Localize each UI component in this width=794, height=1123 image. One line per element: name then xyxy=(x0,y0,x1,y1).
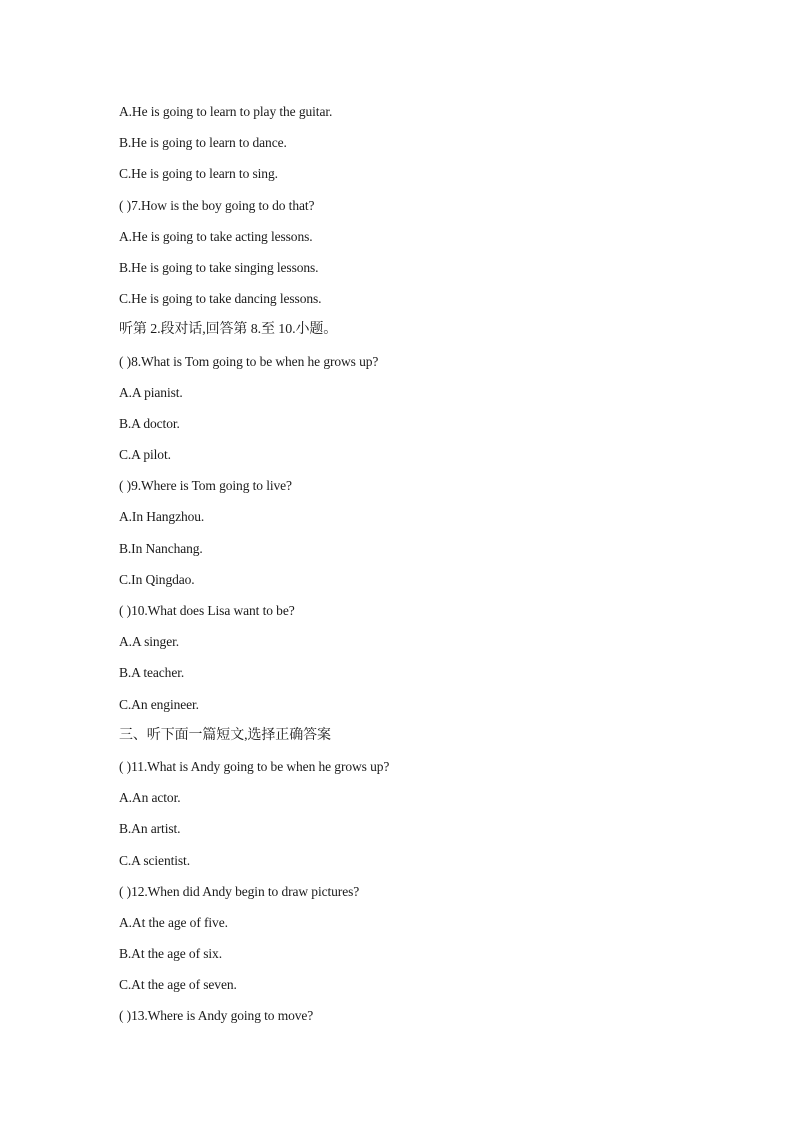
line-option-10b: B.A teacher. xyxy=(119,665,185,681)
question-11: ( )11.What is Andy going to be when he grows up? xyxy=(119,758,390,774)
question-10: ( )10.What does Lisa want to be? xyxy=(119,603,295,618)
line-option-10c: C.An engineer. xyxy=(119,696,199,712)
line-option-11b: B.An artist. xyxy=(119,821,181,837)
line-option-12a: A.At the age of five. xyxy=(119,914,228,930)
line-option-6a: A.He is going to learn to play the guitar. xyxy=(119,104,333,119)
line-option-12c: C.At the age of seven. xyxy=(119,977,237,993)
line-option-12b: B.At the age of six. xyxy=(119,946,222,962)
line-option-10a: A.A singer. xyxy=(119,634,180,650)
line-option-6b: B.He is going to learn to dance. xyxy=(119,135,287,151)
question-9: ( )9.Where is Tom going to live? xyxy=(119,478,292,494)
line-option-9b: B.In Nanchang. xyxy=(119,540,203,556)
line-option-8a: A.A pianist. xyxy=(119,384,183,400)
line-option-9c: C.In Qingdao. xyxy=(119,571,195,587)
question-7: ( )7.How is the boy going to do that? xyxy=(119,197,315,213)
line-option-7b: B.He is going to take singing lessons. xyxy=(119,259,319,275)
line-option-8b: B.A doctor. xyxy=(119,415,180,431)
section-heading-part-3: 三、听下面一篇短文,选择正确答案 xyxy=(119,727,331,743)
question-13: ( )13.Where is Andy going to move? xyxy=(119,1008,314,1024)
line-option-7c: C.He is going to take dancing lessons. xyxy=(119,291,322,307)
line-option-9a: A.In Hangzhou. xyxy=(119,509,205,525)
line-option-8c: C.A pilot. xyxy=(119,447,171,463)
exam-lines xyxy=(119,101,739,1037)
line-option-11c: C.A scientist. xyxy=(119,852,190,868)
line-option-6c: C.He is going to learn to sing. xyxy=(119,166,278,182)
line-option-7a: A.He is going to take acting lessons. xyxy=(119,228,313,244)
question-12: ( )12.When did Andy begin to draw pictures? xyxy=(119,883,360,899)
section-heading-dialogue-2: 听第 2.段对话,回答第 8.至 10.小题。 xyxy=(119,322,338,338)
question-8: ( )8.What is Tom going to be when he grows up? xyxy=(119,353,379,369)
line-option-11a: A.An actor. xyxy=(119,790,181,806)
